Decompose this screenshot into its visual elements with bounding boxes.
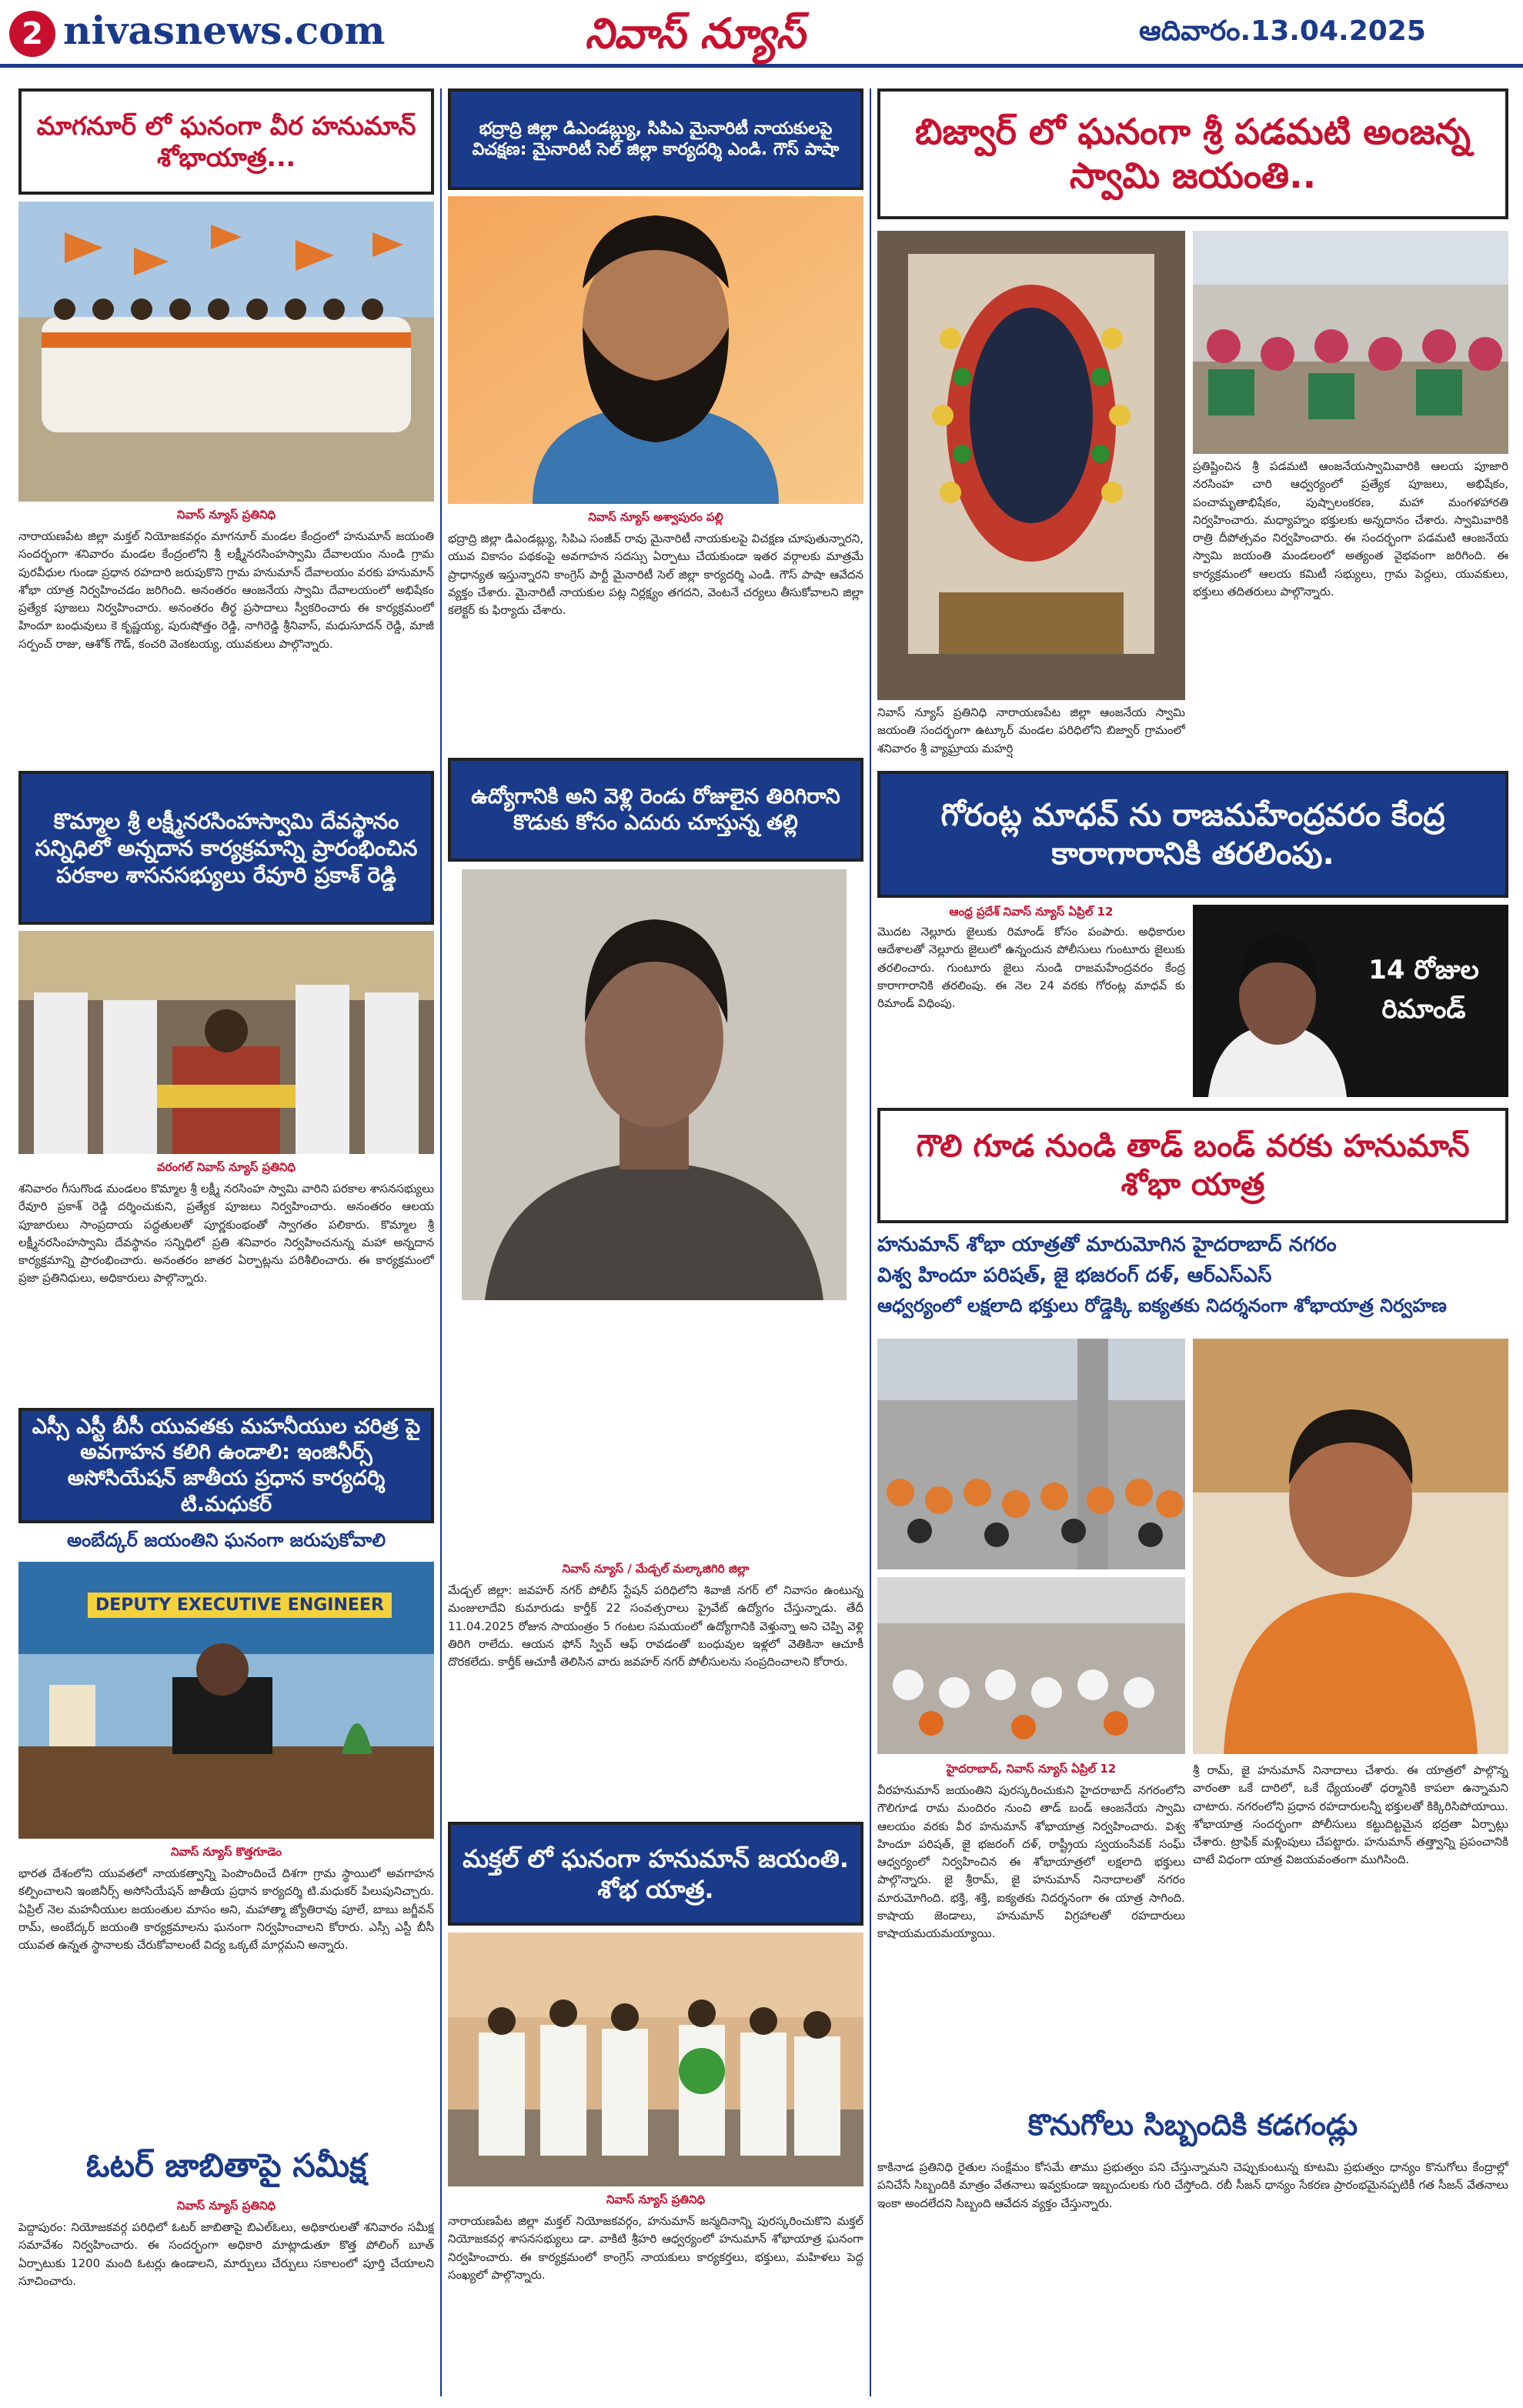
headline-minority: భద్రాద్రి జిల్లా డిఎండబ్ల్యు, సిపిఎ మైనారిటీ నాయకులపై విచక్షణ: మైనారిటీ సెల్ జిల్లా కార్యదర్శి ఎండి. గౌస్ పాషా [448,88,863,190]
body-bijwar-left: నివాస్ న్యూస్ ప్రతినిధి నారాయణపేట జిల్లా ఆంజనేయ స్వామి జయంతి సందర్భంగా ఉట్కూర్ మండల పరిధిలోని బిజ్వార్ గ్రామంలో శనివారం శ్రీ వ్యాఘ్రాయ మహర్షి [877,705,1185,755]
subhead-1: హనుమాన్ శోభా యాత్రతో మారుమోగిన హైదరాబాద్ నగరం [877,1233,1337,1256]
body-gowliguda-right: శ్రీ రామ్, జై హనుమాన్ నినాదాలు చేశారు. ఈ యాత్రలో పాల్గొన్న వారంతా ఒకే దారిలో, ఒకే ధ్యేయంతో ధర్మానికి కాపలా ఉన్నామని చాటారు. నగరంలోని ప్రధాన రహదారులన్నీ భక్తులతో కిక్కిరిసిపోయాయి. శోభాయాత్ర సందర్భంగా పోలీసులు కట్టుదిట్టమైన భద్రతా ఏర్పాట్లు చేశారు. ట్రాఫిక్ మళ్లింపులు చేపట్టారు. హనుమాన్ తత్త్వాన్ని ప్రపంచానికి చాటే విధంగా యాత్ర విజయవంతంగా ముగిసింది. [1193,1763,1508,1867]
photo-gorantla-remand [1193,905,1508,1097]
subhead-2: విశ్వ హిందూ పరిషత్, జై భజరంగ్ దళ్, ఆర్ఎస్ఎస్ [877,1264,1272,1287]
headline-voter: ఓటర్ జాబితాపై సమీక్ష [85,2146,367,2184]
photo-speaker [1193,1339,1508,1754]
body-gowliguda-left: వీరహనుమాన్ జయంతిని పురస్కరించుకుని హైదరాబాద్ నగరంలోని గౌలిగూడ రామ మందిరం నుంచి తాడ్ బండ్ ఆంజనేయ స్వామి ఆలయం వరకు వీర హనుమాన్ శోభాయాత్ర నిర్వహించారు. విశ్వ హిందూ పరిషత్, జై భజరంగ్ దళ్, రాష్ట్రీయ స్వయంసేవక్ సంఘ్ ఆధ్వర్యంలో నిర్వహించిన ఈ శోభాయాత్రలో లక్షలాది భక్తులు పాల్గొన్నారు. జై శ్రీరామ్, జై హనుమాన్ నినాదాలతో నగరం మారుమోగింది. భక్తి, శక్తి, ఐక్యతకు నిదర్శనంగా ఈ యాత్ర సాగింది. కాషాయ జెండాలు, హనుమాన్ విగ్రహాలతో రహదారులు కాషాయమయమయ్యాయి. [877,1783,1185,1940]
column-rule-1 [440,88,442,2396]
caption-minority: నివాస్ న్యూస్ అశ్వాపురం పల్లి [588,510,723,524]
body-gorantla: మొదట నెల్లూరు జైలుకు రిమాండ్ కోసం పంపారు. అధికారుల ఆదేశాలతో నెల్లూరు జైలులో ఉన్నందున పోలీసులు గుంటూరు జైలుకు తరలించారు. గుంటూరు జైలు నుండి రాజమహేంద్రవరం కేంద్ర కారాగారానికి తరలింపు. ఈ నెల 24 వరకు గోరంట్ల మాధవ్ కు రిమాండ్ విధింపు. [877,925,1185,1010]
body-voter: పెద్దాపురం: నియోజకవర్గ పరిధిలో ఓటర్ జాబితాపై బిఎల్ఓలు, అధికారులతో శనివారం సమీక్ష సమావేశం నిర్వహించారు. ఈ సందర్భంగా అధికారి మాట్లాడుతూ కొత్త పోలింగ్ బూత్ ఏర్పాటుకు 1200 మంది ఓటర్లు ఉండాలని, మార్పులు చేర్పులు సకాలంలో పూర్తి చేయాలని సూచించారు. [18,2220,434,2288]
headline-gorantla: గోరంట్ల మాధవ్ ను రాజమహేంద్రవరం కేంద్ర కారాగారానికి తరలింపు. [877,771,1508,898]
remand-label: 14 రోజుల రిమాండ్ [1368,955,1479,1025]
issue-date: ఆదివారం.13.04.2025 [1139,15,1426,47]
column-rule-2 [870,88,871,2396]
headline-maktal: మక్తల్ లో ఘనంగా హనుమాన్ జయంతి. శోభ యాత్ర. [448,1822,863,1926]
photo-maganur-procession [18,202,434,502]
body-minority: భద్రాద్రి జిల్లా డిఎండబ్ల్యు, సిపిఎ సంజీవ్ రావు మైనారిటీ నాయకులపై విచక్షణ చూపుతున్నారని, యువ వికాసం పథకంపై అవగాహన సదస్సు ఏర్పాటు చేయకుండా ఇతర వర్గాలకు మాత్రమే ప్రాధాన్యత ఇస్తున్నారని కాంగ్రెస్ పార్టీ మైనారిటీ సెల్ జిల్లా కార్యదర్శి ఎండి. గౌస్ పాషా ఆవేదన వ్యక్తం చేశారు. మైనారిటీ నాయకుల పట్ల నిర్లక్ష్యం తగదని, వెంటనే చర్యలు తీసుకోవాలని జిల్లా కలెక్టర్ కు ఫిర్యాదు చేశారు. [448,532,863,617]
photo-crowd-2 [877,1577,1185,1754]
subhead-3: ఆధ్వర్యంలో లక్షలాది భక్తులు రోడ్డెక్కి ఐక్యతకు నిదర్శనంగా శోభాయాత్ర నిర్వహణ [877,1295,1447,1316]
body-missing-son: మేడ్చల్ జిల్లా: జవహర్ నగర్ పోలీస్ స్టేషన్ పరిధిలోని శివాజీ నగర్ లో నివాసం ఉంటున్న మంజులాదేవి కుమారుడు కార్తీక్ 22 సంవత్సరాలు ప్రైవేట్ ఉద్యోగం చేస్తున్నాడు. తేదీ 11.04.2025 రోజున సాయంత్రం 5 గంటల సమయంలో ఉద్యోగానికి వెళ్తున్నా అని చెప్పి వెళ్లి తిరిగి రాలేదు. ఆయన ఫోన్ స్విచ్ ఆఫ్ రావడంతో బంధువుల ఇళ్లలో వెతికినా ఆచూకీ దొరకలేదు. కార్తీక్ ఆచూకీ తెలిసిన వారు జవహర్ నగర్ పోలీసులను సంప్రదించాలని కోరారు. [448,1583,863,1669]
headline-engineers: ఎస్సీ ఎస్టీ బీసీ యువతకు మహనీయుల చరిత్ర పై అవగాహన కలిగి ఉండాలి: ఇంజినీర్స్ అసోసియేషన్ జాతీయ ప్రధాన కార్యదర్శి టి.మధుకర్ [18,1408,434,1523]
photo-crowd-1 [877,1339,1185,1569]
body-kommala: శనివారం గీసుగొండ మండలం కొమ్మాల శ్రీ లక్ష్మీ నరసింహ స్వామి వారిని పరకాల శాసనసభ్యులు రేవూరి ప్రకాశ్ రెడ్డి దర్శించుకుని, ప్రత్యేక పూజలు నిర్వహించారు. అనంతరం ఆలయ పూజారులు సాంప్రదాయ పద్ధతులతో పూర్ణకుంభంతో స్వాగతం పలికారు. కొమ్మాల శ్రీ లక్ష్మీనరసింహస్వామి దేవస్థానం సన్నిధిలో ప్రతి శనివారం నిర్వహించనున్న మహా అన్నదాన కార్యక్రమాన్ని ప్రారంభించారు. అనంతరం జాతర ఏర్పాట్లను పరిశీలించారు. ఈ కార్యక్రమంలో ప్రజా ప్రతినిధులు, అధికారులు పాల్గొన్నారు. [18,1182,434,1286]
caption-kommala: వరంగల్ నివాస్ న్యూస్ ప్రతినిధి [157,1160,296,1174]
dateline-gorantla: ఆంధ్ర ప్రదేశ్ నివాస్ న్యూస్ ఏప్రిల్ 12 [949,905,1114,919]
body-engineers: భారత దేశంలోని యువతలో నాయకత్వాన్ని పెంపొందించే దిశగా గ్రామ స్థాయిలో అవగాహన కల్పించాలని ఇంజినీర్స్ అసోసియేషన్ జాతీయ ప్రధాన కార్యదర్శి టి.మధుకర్ పిలుపునిచ్చారు. ఏప్రిల్ నెల మహనీయుల జయంతుల మాసం అని, మహాత్మా జ్యోతిరావు పూలే, బాబు జగ్జీవన్ రామ్, అంబేద్కర్ జయంతి కార్యక్రమాలను ఘనంగా నిర్వహించాలని కోరారు. ఎస్సీ ఎస్టీ బీసీ యువత ఉన్నత స్థానాలకు చేరుకోవాలంటే విద్య ఒక్కటే మార్గమని అన్నారు. [18,1866,434,1952]
office-banner: DEPUTY EXECUTIVE ENGINEER [88,1593,392,1618]
photo-karthik [462,869,847,1300]
page-number: 2 [9,11,55,57]
paper-name: నివాస్ న్యూస్ [585,9,806,58]
caption-engineers: నివాస్ న్యూస్ కొత్తగూడెం [170,1845,282,1859]
caption-voter: నివాస్ న్యూస్ ప్రతినిధి [176,2199,276,2213]
headline-bijwar: బిజ్వార్ లో ఘనంగా శ్రీ పడమటి అంజన్న స్వామి జయంతి.. [877,88,1508,219]
caption-maganur: నివాస్ న్యూస్ ప్రతినిధి [176,508,276,522]
site-name: nivasnews.com [63,8,386,53]
photo-anjaneya-idol [877,231,1185,700]
body-procurement: కాకినాడ ప్రతినిధి రైతుల సంక్షేమం కోసమే తాము ప్రభుత్వం పని చేస్తున్నామని చెప్పుకుంటున్న కూటమి ప్రభుత్వం ధాన్యం కొనుగోలు కేంద్రాల్లో పనిచేసే సిబ్బందికి మాత్రం వేతనాలు ఇవ్వకుండా ఇబ్బందులకు గురి చేస్తోంది. రబీ సీజన్ ధాన్యం సేకరణ ప్రారంభమైనప్పటికీ గత సీజన్ వేతనాలు ఇంకా అందలేదని సిబ్బంది ఆవేదన వ్యక్తం చేస్తున్నారు. [877,2160,1508,2210]
body-maktal: నారాయణపేట జిల్లా మక్తల్ నియోజకవర్గం, హనుమాన్ జన్మదినాన్ని పురస్కరించుకొని మక్తల్ నియోజకవర్గ శాసనసభ్యులు డా. వాకిటి శ్రీహరి ఆధ్వర్యంలో హనుమాన్ శోభాయాత్ర ఘనంగా నిర్వహించారు. ఈ కార్యక్రమంలో కాంగ్రెస్ నాయకులు కార్యకర్తలు, భక్తులు, మహిళలు పెద్ద సంఖ్యలో పాల్గొన్నారు. [448,2214,863,2282]
body-bijwar-right: ప్రతిష్టించిన శ్రీ పడమటి ఆంజనేయస్వామివారికి ఆలయ పూజారి నరసింహ చారి ఆధ్వర్యంలో ప్రత్యేక పూజలు, అభిషేకం, పంచామృతాభిషేకం, పుష్పాలంకరణ, మహా మంగళహారతి నిర్వహించారు. మధ్యాహ్నం భక్తులకు అన్నదానం చేశారు. స్వామివారికి రాత్రి దీపోత్సవం నిర్వహించారు. ఈ సందర్భంగా పడమటి ఆంజనేయ స్వామి జయంతి మండలంలో అత్యంత వైభవంగా జరిగింది. ఈ కార్యక్రమంలో ఆలయ కమిటీ సభ్యులు, గ్రామ పెద్దలు, యువకులు, భక్తులు తదితరులు పాల్గొన్నారు. [1193,459,1508,599]
photo-office [18,1562,434,1839]
body-maganur: నారాయణపేట జిల్లా మక్తల్ నియోజకవర్గం మాగనూర్ మండల కేంద్రంలో హనుమాన్ జయంతి సందర్భంగా శనివారం మండల కేంద్రంలోని శ్రీ లక్ష్మీనరసింహస్వామి దేవాలయం నుండి గ్రామ పురవీధుల గుండా ప్రధాన రహదారి జరుపుకొని గ్రామ హనుమాన్ దేవాలయం వరకు హనుమాన్ శోభా యాత్ర నిర్వహించడం జరిగింది. అనంతరం ఆంజనేయ స్వామి దేవాలయంలో అభిషేకం ప్రత్యేక పూజలు నిర్వహించారు. అనంతరం తీర్థ ప్రసాదాలు స్వీకరించారు ఈ కార్యక్రమంలో హిందూ బంధువులు కె కృష్ణయ్య, పురుషోత్తం రెడ్డి, నాగిరెడ్డి శ్రీనివాస్, మధుసూదన్ రెడ్డి, మాజీ సర్పంచ్ రాజు, ఆశోక్ గౌడ్, కంచరి వెంకటయ్య, యువకులు పాల్గొన్నారు. [18,529,434,651]
dateline-gowliguda: హైదరాబాద్, నివాస్ న్యూస్ ఏప్రిల్ 12 [946,1762,1117,1776]
photo-kommala-temple [18,931,434,1154]
headline-kommala: కొమ్మాల శ్రీ లక్ష్మీనరసింహస్వామి దేవస్థానం సన్నిధిలో అన్నదాన కార్యక్రమాన్ని ప్రారంభించిన పరకాల శాసనసభ్యులు రేవూరి ప్రకాశ్ రెడ్డి [18,771,434,925]
photo-gous-pasha [448,196,863,504]
caption-maktal: నివాస్ న్యూస్ ప్రతినిధి [606,2193,706,2206]
photo-maktal-procession [448,1933,863,2186]
photo-annadanam [1193,231,1508,454]
headline-gowliguda: గౌలి గూడ నుండి తాడ్ బండ్ వరకు హనుమాన్ శోభా యాత్ర [877,1108,1508,1223]
caption-missing-son: నివాస్ న్యూస్ / మేడ్చల్ మల్కాజిగిరి జిల్లా [562,1562,750,1576]
headline-procurement: కొనుగోలు సిబ్బందికి కడగండ్లు [1027,2108,1358,2142]
headline-maganur: మాగనూర్ లో ఘనంగా వీర హనుమాన్ శోభాయాత్ర... [18,88,434,195]
headline-missing-son: ఉద్యోగానికి అని వెళ్లి రెండు రోజులైన తిరిగిరాని కొడుకు కోసం ఎదురు చూస్తున్న తల్లి [448,758,863,862]
subhead-ambedkar: అంబేద్కర్ జయంతిని ఘనంగా జరుపుకోవాలి [66,1529,386,1551]
